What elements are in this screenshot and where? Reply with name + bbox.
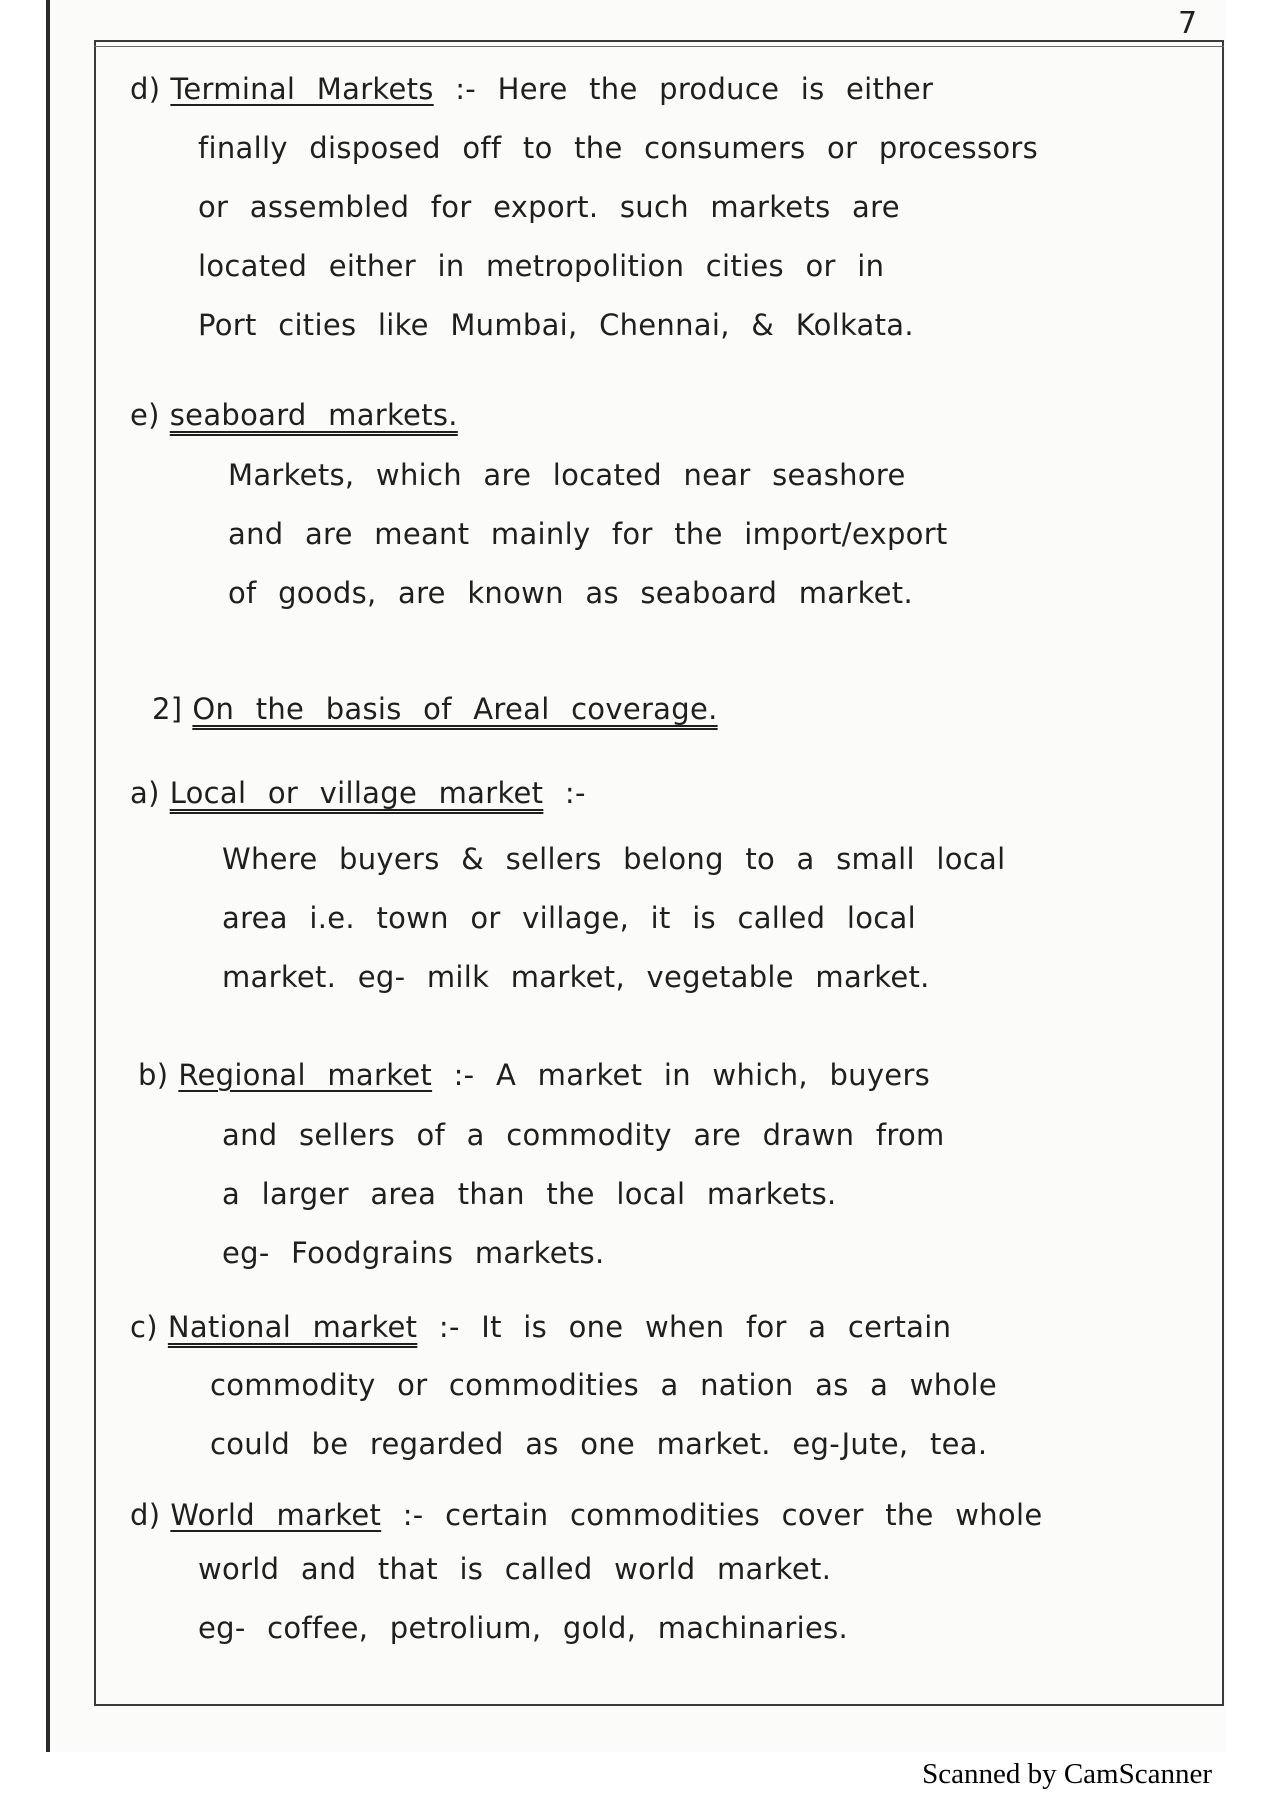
section-regional-market-body bbox=[222, 1106, 945, 1283]
section-terminal-markets-body bbox=[198, 119, 1038, 355]
section-terminal-markets bbox=[130, 60, 933, 119]
body-line: Markets, which are located near seashore bbox=[228, 458, 906, 492]
section-heading: seaboard markets. bbox=[169, 398, 458, 432]
section-world-market bbox=[130, 1486, 1042, 1545]
item-label: a) bbox=[130, 776, 160, 810]
separator: :- bbox=[438, 1310, 460, 1344]
separator: :- bbox=[455, 72, 477, 106]
body-line: certain commodities cover the whole bbox=[445, 1498, 1043, 1532]
body-line: world and that is called world market. bbox=[198, 1552, 832, 1586]
body-line: a larger area than the local markets. bbox=[222, 1177, 837, 1211]
page-number: 7 bbox=[1178, 6, 1198, 41]
scanner-watermark: Scanned by CamScanner bbox=[922, 1758, 1212, 1790]
section-regional-market bbox=[138, 1046, 930, 1105]
section-seaboard-body bbox=[228, 446, 948, 623]
section-basis-areal-coverage bbox=[152, 680, 718, 739]
body-line: finally disposed off to the consumers or processors bbox=[198, 131, 1039, 165]
body-line: eg- coffee, petrolium, gold, machinaries. bbox=[198, 1611, 849, 1645]
body-line: located either in metropolition cities or in bbox=[198, 249, 885, 283]
section-heading: Local or village market bbox=[169, 776, 544, 810]
body-line: eg- Foodgrains markets. bbox=[222, 1236, 605, 1270]
body-line: It is one when for a certain bbox=[481, 1310, 952, 1344]
body-line: market. eg- milk market, vegetable market. bbox=[222, 960, 930, 994]
section-heading: World market bbox=[170, 1498, 382, 1532]
body-line: and sellers of a commodity are drawn from bbox=[222, 1118, 945, 1152]
item-label: c) bbox=[130, 1310, 158, 1344]
separator: :- bbox=[402, 1498, 424, 1532]
body-line: commodity or commodities a nation as a whole bbox=[210, 1368, 997, 1402]
body-line: and are meant mainly for the import/export bbox=[228, 517, 948, 551]
section-heading: National market bbox=[167, 1310, 418, 1344]
section-local-market bbox=[130, 764, 586, 823]
separator: :- bbox=[564, 776, 586, 810]
item-label: d) bbox=[130, 72, 161, 106]
section-local-market-body bbox=[222, 830, 1005, 1007]
section-national-market-body bbox=[210, 1356, 997, 1474]
body-line: of goods, are known as seaboard market. bbox=[228, 576, 913, 610]
body-line: Port cities like Mumbai, Chennai, & Kolkata. bbox=[198, 308, 914, 342]
body-line: or assembled for export. such markets are bbox=[198, 190, 900, 224]
item-label: b) bbox=[138, 1058, 169, 1092]
section-heading: Regional market bbox=[178, 1058, 433, 1092]
section-seaboard-markets bbox=[130, 386, 458, 445]
item-label: 2] bbox=[152, 692, 183, 726]
body-line: area i.e. town or village, it is called local bbox=[222, 901, 916, 935]
body-line: Here the produce is either bbox=[497, 72, 934, 106]
section-heading: Terminal Markets bbox=[170, 72, 434, 106]
section-national-market bbox=[130, 1298, 951, 1357]
separator: :- bbox=[453, 1058, 475, 1092]
section-world-market-body bbox=[198, 1540, 848, 1658]
body-line: A market in which, buyers bbox=[495, 1058, 931, 1092]
item-label: e) bbox=[130, 398, 160, 432]
item-label: d) bbox=[130, 1498, 161, 1532]
body-line: Where buyers & sellers belong to a small local bbox=[222, 842, 1006, 876]
body-line: could be regarded as one market. eg-Jute, tea. bbox=[210, 1427, 988, 1461]
section-heading: On the basis of Areal coverage. bbox=[192, 692, 718, 726]
